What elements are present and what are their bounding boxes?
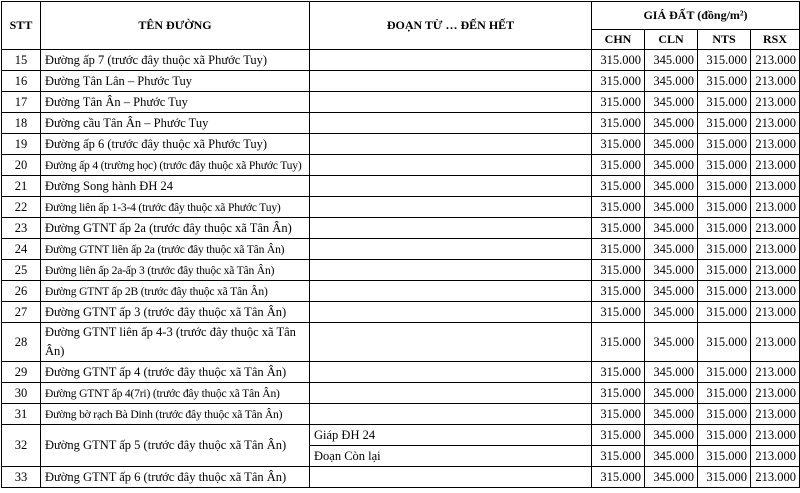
cell-rsx: 213.000: [751, 50, 800, 71]
cell-nts: 315.000: [698, 302, 751, 323]
header-row-top: [2, 2, 800, 30]
cell-rsx: 213.000: [751, 281, 800, 302]
cell-segment: [310, 197, 592, 218]
header-rsx: RSX: [751, 30, 800, 50]
cell-stt: 19: [2, 134, 41, 155]
header-land-price: GIÁ ĐẤT (đồng/m²): [592, 2, 800, 30]
cell-segment: [310, 404, 592, 425]
cell-chn: 315.000: [592, 260, 645, 281]
cell-nts: 315.000: [698, 323, 751, 362]
cell-nts: 315.000: [698, 281, 751, 302]
table-row: [2, 218, 800, 239]
cell-segment: [310, 281, 592, 302]
cell-rsx: 213.000: [751, 113, 800, 134]
cell-segment: [310, 260, 592, 281]
cell-chn: 315.000: [592, 302, 645, 323]
cell-rsx: 213.000: [751, 197, 800, 218]
cell-chn: 315.000: [592, 446, 645, 467]
cell-street-name: Đường liên ấp 2a-ấp 3 (trước đây thuộc xã Tân Ân): [41, 260, 310, 281]
cell-stt: 26: [2, 281, 41, 302]
cell-street-name: Đường GTNT ấp 4 (trước đây thuộc xã Tân Ân): [41, 362, 310, 383]
cell-chn: 315.000: [592, 383, 645, 404]
cell-chn: 315.000: [592, 50, 645, 71]
table-row: [2, 155, 800, 176]
cell-cln: 345.000: [645, 467, 698, 488]
cell-rsx: 213.000: [751, 218, 800, 239]
cell-street-name: Đường GTNT liên ấp 4-3 (trước đây thuộc xã Tân Ân): [41, 323, 310, 362]
cell-cln: 345.000: [645, 404, 698, 425]
cell-rsx: 213.000: [751, 155, 800, 176]
cell-nts: 315.000: [698, 113, 751, 134]
cell-chn: 315.000: [592, 218, 645, 239]
cell-rsx: 213.000: [751, 71, 800, 92]
cell-stt: 27: [2, 302, 41, 323]
cell-cln: 345.000: [645, 134, 698, 155]
cell-chn: 315.000: [592, 281, 645, 302]
cell-nts: 315.000: [698, 71, 751, 92]
cell-stt: 20: [2, 155, 41, 176]
cell-rsx: 213.000: [751, 323, 800, 362]
cell-chn: 315.000: [592, 197, 645, 218]
cell-cln: 345.000: [645, 383, 698, 404]
cell-rsx: 213.000: [751, 239, 800, 260]
cell-stt: 23: [2, 218, 41, 239]
cell-cln: 345.000: [645, 197, 698, 218]
cell-stt: 31: [2, 404, 41, 425]
cell-street-name: Đường ấp 7 (trước đây thuộc xã Phước Tuy): [41, 50, 310, 71]
cell-segment: Giáp ĐH 24: [310, 425, 592, 446]
cell-segment: Đoạn Còn lại: [310, 446, 592, 467]
cell-stt: 28: [2, 323, 41, 362]
cell-stt: 15: [2, 50, 41, 71]
cell-street-name: Đường GTNT ấp 2B (trước đây thuộc xã Tân Ân): [41, 281, 310, 302]
cell-street-name: Đường Song hành ĐH 24: [41, 176, 310, 197]
cell-segment: [310, 383, 592, 404]
table-row: [2, 50, 800, 71]
cell-cln: 345.000: [645, 260, 698, 281]
header-chn: CHN: [592, 30, 645, 50]
cell-chn: 315.000: [592, 425, 645, 446]
cell-street-name: Đường GTNT ấp 4(7ri) (trước đây thuộc xã Tân Ân): [41, 383, 310, 404]
cell-segment: [310, 176, 592, 197]
cell-rsx: 213.000: [751, 260, 800, 281]
cell-chn: 315.000: [592, 71, 645, 92]
cell-rsx: 213.000: [751, 383, 800, 404]
cell-stt: 21: [2, 176, 41, 197]
cell-stt: 24: [2, 239, 41, 260]
cell-segment: [310, 218, 592, 239]
table-row: [2, 404, 800, 425]
table-row: [2, 71, 800, 92]
cell-segment: [310, 467, 592, 488]
cell-street-name: Đường ấp 4 (trường học) (trước đây thuộc xã Phước Tuy): [41, 155, 310, 176]
cell-nts: 315.000: [698, 218, 751, 239]
cell-stt: 22: [2, 197, 41, 218]
header-stt: STT: [2, 2, 41, 50]
cell-street-name: Đường GTNT ấp 5 (trước đây thuộc xã Tân Ân): [41, 425, 310, 467]
cell-chn: 315.000: [592, 404, 645, 425]
cell-nts: 315.000: [698, 383, 751, 404]
cell-cln: 345.000: [645, 281, 698, 302]
table-row: [2, 197, 800, 218]
cell-cln: 345.000: [645, 155, 698, 176]
cell-cln: 345.000: [645, 425, 698, 446]
cell-nts: 315.000: [698, 155, 751, 176]
cell-chn: 315.000: [592, 176, 645, 197]
cell-cln: 345.000: [645, 218, 698, 239]
cell-cln: 345.000: [645, 92, 698, 113]
table-row: [2, 113, 800, 134]
cell-rsx: 213.000: [751, 134, 800, 155]
table-row: [2, 302, 800, 323]
cell-rsx: 213.000: [751, 404, 800, 425]
cell-segment: [310, 362, 592, 383]
cell-nts: 315.000: [698, 50, 751, 71]
cell-chn: 315.000: [592, 323, 645, 362]
cell-street-name: Đường bờ rạch Bà Dinh (trước đây thuộc xã Tân Ân): [41, 404, 310, 425]
cell-chn: 315.000: [592, 113, 645, 134]
cell-rsx: 213.000: [751, 92, 800, 113]
cell-cln: 345.000: [645, 362, 698, 383]
cell-nts: 315.000: [698, 425, 751, 446]
cell-segment: [310, 323, 592, 362]
cell-segment: [310, 113, 592, 134]
cell-stt: 33: [2, 467, 41, 488]
cell-cln: 345.000: [645, 239, 698, 260]
cell-street-name: Đường GTNT ấp 6 (trước đây thuộc xã Tân Ân): [41, 467, 310, 488]
cell-street-name: Đường Tân Lân – Phước Tuy: [41, 71, 310, 92]
cell-stt: 25: [2, 260, 41, 281]
cell-cln: 345.000: [645, 323, 698, 362]
cell-street-name: Đường GTNT liên ấp 2a (trước đây thuộc xã Tân Ân): [41, 239, 310, 260]
cell-nts: 315.000: [698, 446, 751, 467]
cell-stt: 29: [2, 362, 41, 383]
table-row: [2, 176, 800, 197]
cell-rsx: 213.000: [751, 425, 800, 446]
header-street-name: TÊN ĐƯỜNG: [41, 2, 310, 50]
cell-segment: [310, 239, 592, 260]
cell-stt: 30: [2, 383, 41, 404]
cell-street-name: Đường GTNT ấp 2a (trước đây thuộc xã Tân Ân): [41, 218, 310, 239]
cell-nts: 315.000: [698, 362, 751, 383]
cell-segment: [310, 71, 592, 92]
cell-chn: 315.000: [592, 467, 645, 488]
cell-rsx: 213.000: [751, 302, 800, 323]
table-row: [2, 134, 800, 155]
cell-stt: 32: [2, 425, 41, 467]
cell-chn: 315.000: [592, 239, 645, 260]
cell-street-name: Đường ấp 6 (trước đây thuộc xã Phước Tuy): [41, 134, 310, 155]
cell-cln: 345.000: [645, 176, 698, 197]
cell-segment: [310, 50, 592, 71]
header-cln: CLN: [645, 30, 698, 50]
cell-rsx: 213.000: [751, 362, 800, 383]
cell-cln: 345.000: [645, 113, 698, 134]
table-row: [2, 92, 800, 113]
cell-street-name: Đường liên ấp 1-3-4 (trước đây thuộc xã Phước Tuy): [41, 197, 310, 218]
cell-chn: 315.000: [592, 92, 645, 113]
cell-nts: 315.000: [698, 239, 751, 260]
cell-street-name: Đường GTNT ấp 3 (trước đây thuộc xã Tân Ân): [41, 302, 310, 323]
cell-nts: 315.000: [698, 467, 751, 488]
header-nts: NTS: [698, 30, 751, 50]
table-row: [2, 362, 800, 383]
cell-stt: 16: [2, 71, 41, 92]
cell-nts: 315.000: [698, 176, 751, 197]
cell-stt: 17: [2, 92, 41, 113]
cell-cln: 345.000: [645, 50, 698, 71]
land-price-table: [1, 1, 800, 488]
cell-segment: [310, 302, 592, 323]
table-row: [2, 425, 800, 446]
cell-segment: [310, 155, 592, 176]
cell-stt: 18: [2, 113, 41, 134]
cell-chn: 315.000: [592, 362, 645, 383]
table-row: [2, 260, 800, 281]
cell-segment: [310, 134, 592, 155]
cell-street-name: Đường Tân Ân – Phước Tuy: [41, 92, 310, 113]
table-row: [2, 239, 800, 260]
cell-rsx: 213.000: [751, 467, 800, 488]
cell-street-name: Đường cầu Tân Ân – Phước Tuy: [41, 113, 310, 134]
table-row: [2, 467, 800, 488]
cell-nts: 315.000: [698, 92, 751, 113]
cell-nts: 315.000: [698, 404, 751, 425]
cell-nts: 315.000: [698, 260, 751, 281]
cell-chn: 315.000: [592, 134, 645, 155]
cell-cln: 345.000: [645, 446, 698, 467]
header-segment: ĐOẠN TỪ … ĐẾN HẾT: [310, 2, 592, 50]
cell-nts: 315.000: [698, 134, 751, 155]
cell-cln: 345.000: [645, 71, 698, 92]
cell-chn: 315.000: [592, 155, 645, 176]
cell-cln: 345.000: [645, 302, 698, 323]
cell-nts: 315.000: [698, 197, 751, 218]
cell-rsx: 213.000: [751, 176, 800, 197]
table-row: [2, 323, 800, 362]
table-row: [2, 281, 800, 302]
table-row: [2, 383, 800, 404]
cell-rsx: 213.000: [751, 446, 800, 467]
cell-segment: [310, 92, 592, 113]
